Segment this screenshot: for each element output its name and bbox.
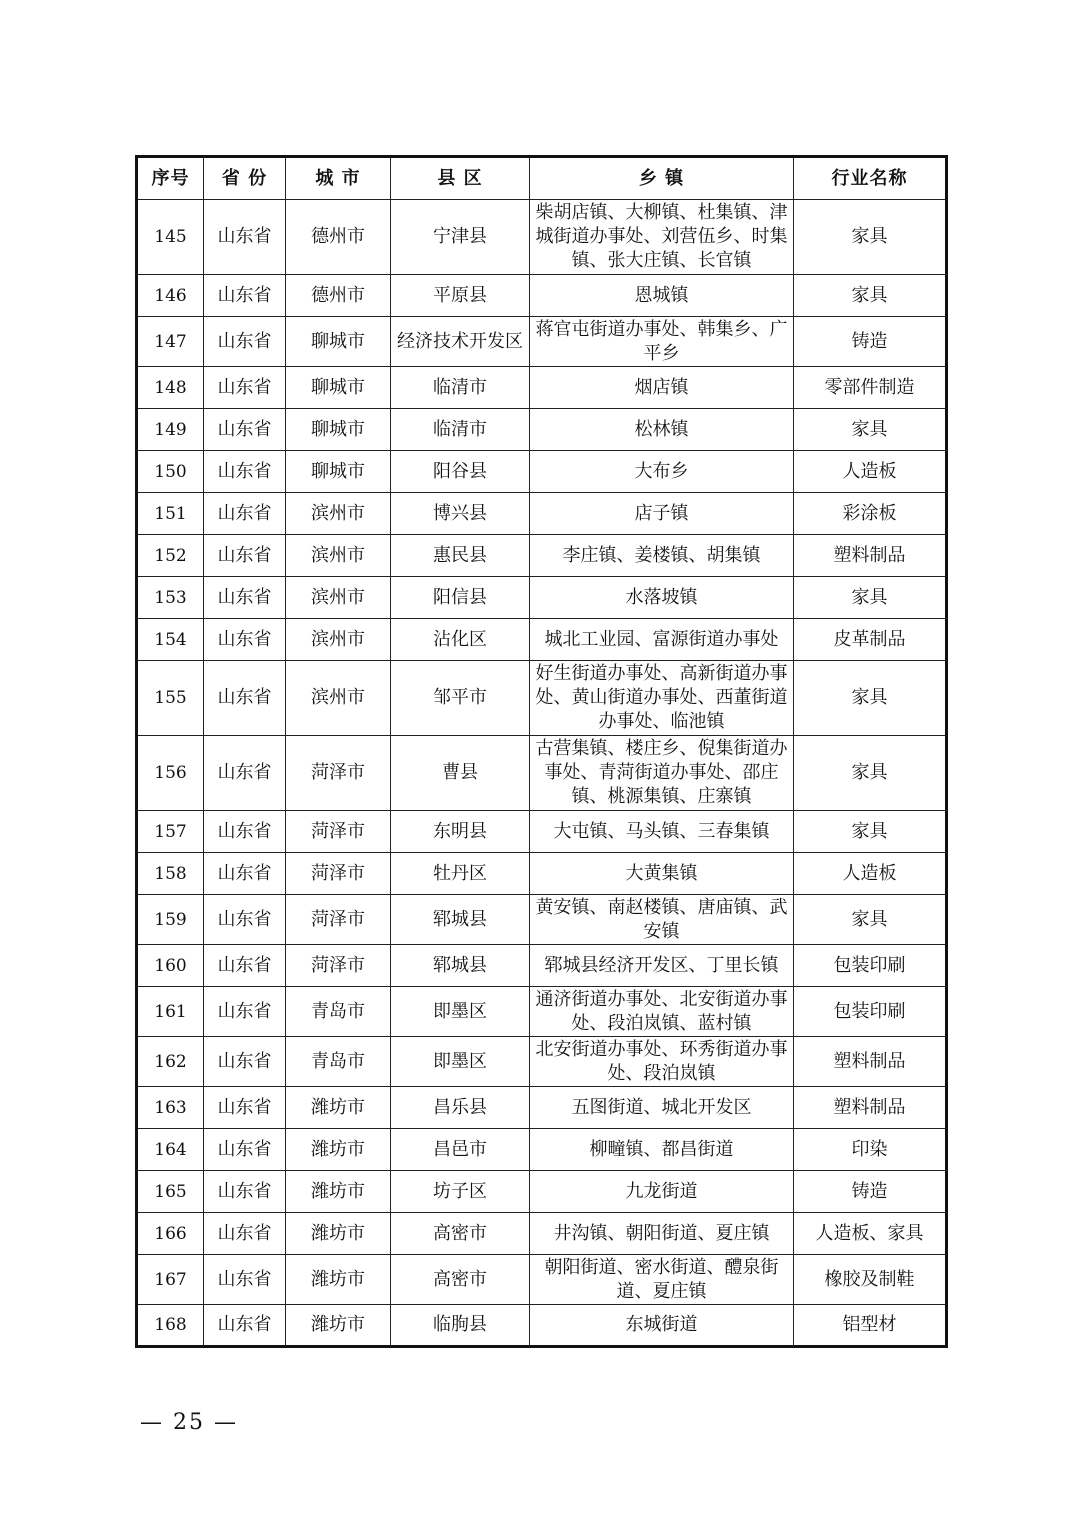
table-row [137,895,947,945]
cell-town: 朝阳街道、密水街道、醴泉街道、夏庄镇 [530,1255,794,1305]
cell-industry: 家具 [794,409,947,451]
cell-industry: 包装印刷 [794,987,947,1037]
cell-county: 阳信县 [391,577,530,619]
cell-town: 柴胡店镇、大柳镇、杜集镇、津城街道办事处、刘营伍乡、时集镇、张大庄镇、长官镇 [530,200,794,275]
cell-seq: 165 [137,1171,204,1213]
cell-industry: 家具 [794,895,947,945]
cell-seq: 156 [137,736,204,811]
table-row [137,275,947,317]
cell-industry: 塑料制品 [794,535,947,577]
cell-industry: 塑料制品 [794,1037,947,1087]
cell-province: 山东省 [204,451,286,493]
cell-county: 坊子区 [391,1171,530,1213]
cell-city: 聊城市 [286,317,391,367]
table-row [137,811,947,853]
cell-seq: 146 [137,275,204,317]
cell-province: 山东省 [204,1255,286,1305]
table-row [137,853,947,895]
cell-province: 山东省 [204,1305,286,1347]
table-row [137,200,947,275]
table-row [137,367,947,409]
cell-province: 山东省 [204,811,286,853]
table-row [137,535,947,577]
cell-province: 山东省 [204,367,286,409]
cell-town: 东城街道 [530,1305,794,1347]
cell-city: 潍坊市 [286,1213,391,1255]
cell-seq: 162 [137,1037,204,1087]
cell-seq: 154 [137,619,204,661]
cell-industry: 人造板 [794,451,947,493]
cell-county: 高密市 [391,1213,530,1255]
cell-town: 大屯镇、马头镇、三春集镇 [530,811,794,853]
header-town: 乡 镇 [530,157,794,200]
cell-county: 邹平市 [391,661,530,736]
cell-industry: 家具 [794,577,947,619]
cell-city: 菏泽市 [286,853,391,895]
cell-industry: 铸造 [794,1171,947,1213]
cell-town: 恩城镇 [530,275,794,317]
cell-industry: 家具 [794,200,947,275]
header-province: 省 份 [204,157,286,200]
cell-province: 山东省 [204,275,286,317]
cell-province: 山东省 [204,1087,286,1129]
cell-county: 即墨区 [391,1037,530,1087]
cell-town: 松林镇 [530,409,794,451]
cell-industry: 塑料制品 [794,1087,947,1129]
cell-county: 博兴县 [391,493,530,535]
cell-industry: 印染 [794,1129,947,1171]
cell-town: 城北工业园、富源街道办事处 [530,619,794,661]
cell-province: 山东省 [204,987,286,1037]
cell-seq: 167 [137,1255,204,1305]
cell-province: 山东省 [204,1213,286,1255]
cell-industry: 人造板 [794,853,947,895]
cell-city: 潍坊市 [286,1129,391,1171]
cell-province: 山东省 [204,535,286,577]
cell-county: 牡丹区 [391,853,530,895]
cell-industry: 彩涂板 [794,493,947,535]
cell-seq: 150 [137,451,204,493]
cell-town: 水落坡镇 [530,577,794,619]
cell-county: 临朐县 [391,1305,530,1347]
table-row [137,1087,947,1129]
cell-county: 昌邑市 [391,1129,530,1171]
cell-seq: 147 [137,317,204,367]
cell-town: 井沟镇、朝阳街道、夏庄镇 [530,1213,794,1255]
cell-province: 山东省 [204,661,286,736]
cell-seq: 168 [137,1305,204,1347]
cell-industry: 橡胶及制鞋 [794,1255,947,1305]
cell-county: 郓城县 [391,895,530,945]
table-row [137,1305,947,1347]
data-table [135,155,948,1348]
table-row [137,619,947,661]
cell-city: 滨州市 [286,493,391,535]
cell-county: 郓城县 [391,945,530,987]
header-county: 县 区 [391,157,530,200]
cell-province: 山东省 [204,409,286,451]
cell-city: 德州市 [286,200,391,275]
cell-seq: 158 [137,853,204,895]
table-row [137,451,947,493]
cell-town: 通济街道办事处、北安街道办事处、段泊岚镇、蓝村镇 [530,987,794,1037]
cell-industry: 皮革制品 [794,619,947,661]
table-row [137,577,947,619]
cell-city: 潍坊市 [286,1305,391,1347]
cell-city: 菏泽市 [286,895,391,945]
cell-seq: 155 [137,661,204,736]
cell-seq: 160 [137,945,204,987]
cell-industry: 零部件制造 [794,367,947,409]
cell-province: 山东省 [204,200,286,275]
cell-city: 滨州市 [286,619,391,661]
cell-town: 大黄集镇 [530,853,794,895]
cell-province: 山东省 [204,945,286,987]
table-row [137,1255,947,1305]
table-row [137,1037,947,1087]
cell-province: 山东省 [204,317,286,367]
cell-city: 滨州市 [286,577,391,619]
cell-city: 潍坊市 [286,1255,391,1305]
cell-seq: 148 [137,367,204,409]
cell-city: 聊城市 [286,451,391,493]
cell-province: 山东省 [204,853,286,895]
cell-seq: 159 [137,895,204,945]
cell-industry: 铝型材 [794,1305,947,1347]
cell-city: 菏泽市 [286,945,391,987]
cell-seq: 151 [137,493,204,535]
table-row [137,661,947,736]
header-seq: 序号 [137,157,204,200]
cell-county: 临清市 [391,409,530,451]
cell-province: 山东省 [204,1129,286,1171]
cell-county: 即墨区 [391,987,530,1037]
cell-industry: 家具 [794,736,947,811]
table-row [137,945,947,987]
cell-town: 蒋官屯街道办事处、韩集乡、广平乡 [530,317,794,367]
cell-town: 李庄镇、姜楼镇、胡集镇 [530,535,794,577]
cell-city: 菏泽市 [286,736,391,811]
header-row [137,157,947,200]
cell-town: 店子镇 [530,493,794,535]
cell-county: 阳谷县 [391,451,530,493]
cell-industry: 家具 [794,811,947,853]
table-row [137,409,947,451]
table-row [137,317,947,367]
cell-town: 大布乡 [530,451,794,493]
cell-province: 山东省 [204,577,286,619]
cell-county: 曹县 [391,736,530,811]
table-row [137,1129,947,1171]
cell-county: 宁津县 [391,200,530,275]
cell-seq: 149 [137,409,204,451]
cell-city: 聊城市 [286,409,391,451]
cell-town: 郓城县经济开发区、丁里长镇 [530,945,794,987]
cell-seq: 157 [137,811,204,853]
cell-city: 青岛市 [286,987,391,1037]
cell-industry: 包装印刷 [794,945,947,987]
table-body [137,200,947,1347]
cell-county: 高密市 [391,1255,530,1305]
table-row [137,736,947,811]
cell-county: 临清市 [391,367,530,409]
cell-county: 东明县 [391,811,530,853]
cell-town: 北安街道办事处、环秀街道办事处、段泊岚镇 [530,1037,794,1087]
cell-province: 山东省 [204,736,286,811]
table-row [137,987,947,1037]
cell-seq: 145 [137,200,204,275]
cell-town: 古营集镇、楼庄乡、倪集街道办事处、青菏街道办事处、邵庄镇、桃源集镇、庄寨镇 [530,736,794,811]
cell-industry: 家具 [794,275,947,317]
table-header [137,157,947,200]
cell-industry: 家具 [794,661,947,736]
cell-seq: 161 [137,987,204,1037]
cell-city: 德州市 [286,275,391,317]
cell-town: 烟店镇 [530,367,794,409]
cell-seq: 164 [137,1129,204,1171]
cell-industry: 铸造 [794,317,947,367]
cell-town: 黄安镇、南赵楼镇、唐庙镇、武安镇 [530,895,794,945]
cell-town: 柳疃镇、都昌街道 [530,1129,794,1171]
cell-city: 潍坊市 [286,1087,391,1129]
cell-city: 滨州市 [286,661,391,736]
cell-seq: 163 [137,1087,204,1129]
cell-town: 九龙街道 [530,1171,794,1213]
cell-province: 山东省 [204,895,286,945]
cell-province: 山东省 [204,1171,286,1213]
cell-province: 山东省 [204,619,286,661]
table-row [137,1171,947,1213]
cell-province: 山东省 [204,493,286,535]
cell-town: 好生街道办事处、高新街道办事处、黄山街道办事处、西董街道办事处、临池镇 [530,661,794,736]
cell-city: 菏泽市 [286,811,391,853]
table-row [137,493,947,535]
cell-county: 昌乐县 [391,1087,530,1129]
table-row [137,1213,947,1255]
page-number: — 25 — [140,1410,238,1435]
cell-province: 山东省 [204,1037,286,1087]
cell-industry: 人造板、家具 [794,1213,947,1255]
header-city: 城 市 [286,157,391,200]
cell-city: 青岛市 [286,1037,391,1087]
cell-seq: 152 [137,535,204,577]
cell-county: 沾化区 [391,619,530,661]
cell-county: 经济技术开发区 [391,317,530,367]
cell-seq: 166 [137,1213,204,1255]
cell-town: 五图街道、城北开发区 [530,1087,794,1129]
cell-city: 聊城市 [286,367,391,409]
header-industry: 行业名称 [794,157,947,200]
cell-county: 惠民县 [391,535,530,577]
cell-city: 滨州市 [286,535,391,577]
cell-county: 平原县 [391,275,530,317]
cell-seq: 153 [137,577,204,619]
cell-city: 潍坊市 [286,1171,391,1213]
